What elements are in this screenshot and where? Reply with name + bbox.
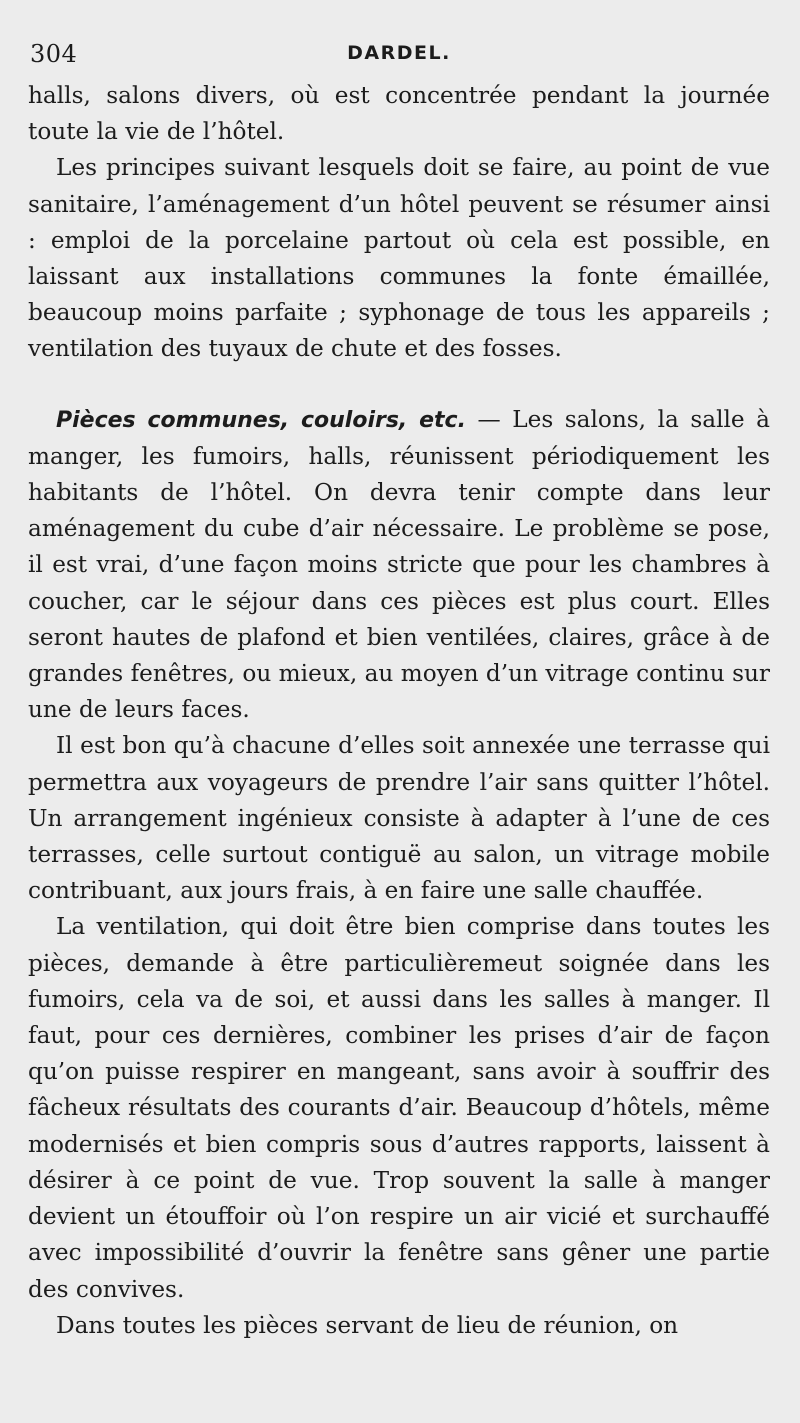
running-head [28,36,770,76]
paragraph-continued: halls, salons divers, où est concentrée pendant la journée toute la vie de l’hôtel. [28,82,770,146]
section-intro-text: — Les salons, la salle à manger, les fumoirs, halls, réunissent périodiquement les habitants de l’hôtel. On devra tenir compte dans leur aménagement du cube d’air nécessaire. Le problème se pose, il est vrai, d’une façon moins stricte que pour les chambres à coucher, car le séjour dans ces pièces est plus court. Elles seront hautes de plafond et bien ventilées, claires, grâce à de grandes fenêtres, ou mieux, au moyen d’un vitrage continu sur une de leurs faces. [28,405,770,724]
paragraph: Dans toutes les pièces servant de lieu de réunion, on [56,1311,679,1339]
section-heading: Pièces communes, couloirs, etc. [56,407,466,433]
paragraph: Les principes suivant lesquels doit se faire, au point de vue sanitaire, l’aménagement d’un hôtel peuvent se résumer ainsi : emploi de la porcelaine partout où cela est possible, en laissant aux installations communes la fonte émaillée, beaucoup moins parfaite ; syphonage de tous les appareils ; ventilation des tuyaux de chute et des fosses. [28,154,770,363]
running-title: DARDEL. [347,42,451,64]
body-text [28,78,770,1344]
paragraph: Il est bon qu’à chacune d’elles soit annexée une terrasse qui permettra aux voyageurs de prendre l’air sans quitter l’hôtel. Un arrangement ingénieux consiste à adapter à l’une de ces terrasses, celle surtout contiguë au salon, un vitrage mobile contribuant, aux jours frais, à en faire une salle chauffée. [28,732,770,905]
paragraph: La ventilation, qui doit être bien comprise dans toutes les pièces, demande à être particulièremeut soignée dans les fumoirs, cela va de soi, et aussi dans les salles à manger. Il faut, pour ces dernières, combiner les prises d’air de façon qu’on puisse respirer en mangeant, sans avoir à souffrir des fâcheux résultats des courants d’air. Beaucoup d’hôtels, même modernisés et bien compris sous d’autres rapports, laissent à désirer à ce point de vue. Trop souvent la salle à manger devient un étouffoir où l’on respire un air vicié et surchauffé avec impossibilité d’ouvrir la fenêtre sans gêner une partie des convives. [28,913,770,1303]
section-paragraph [28,402,770,729]
page-number: 304 [30,40,78,68]
